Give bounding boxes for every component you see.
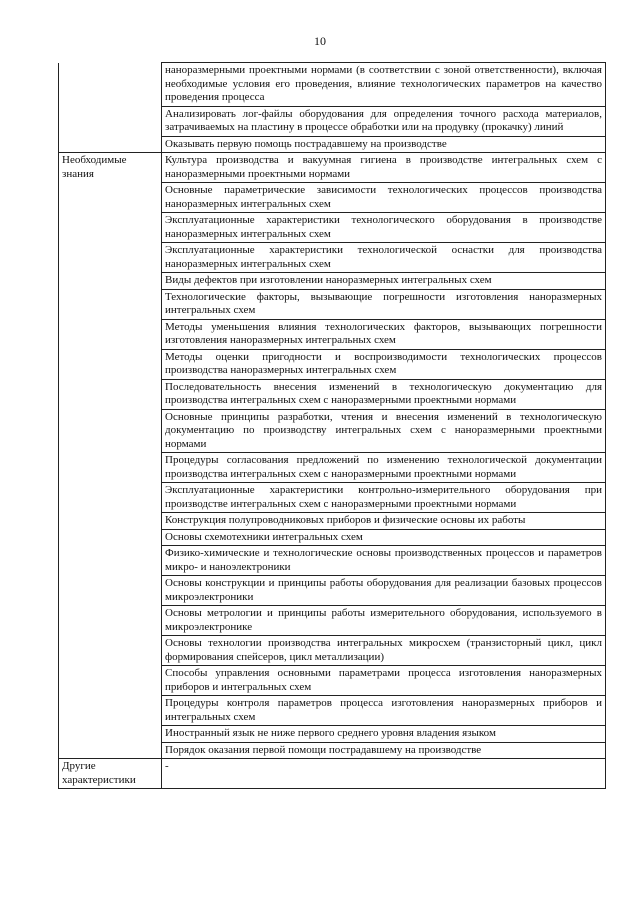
page-number: 10	[314, 34, 326, 48]
knowledge-label: Необходимые знания	[59, 153, 162, 759]
table-row	[59, 153, 606, 183]
knowledge-item: Иностранный язык не ниже первого среднего уровня владения языком	[162, 726, 606, 743]
knowledge-item: Процедуры контроля параметров процесса изготовления наноразмерных приборов и интегральных схем	[162, 696, 606, 726]
requirements-table	[58, 62, 606, 789]
other-characteristics-label: Другие характеристики	[59, 759, 162, 789]
knowledge-item: Эксплуатационные характеристики технологического оборудования в производстве наноразмерных интегральных схем	[162, 213, 606, 243]
knowledge-item: Методы оценки пригодности и воспроизводимости технологических процессов производства наноразмерных интегральных схем	[162, 349, 606, 379]
knowledge-item: Основы схемотехники интегральных схем	[162, 529, 606, 546]
skills_continued-item: наноразмерными проектными нормами (в соответствии с зоной ответственности), включая необходимые условия его проведения, влияние технологических параметров на качество проведения процесса	[162, 63, 606, 107]
knowledge-item: Конструкция полупроводниковых приборов и физические основы их работы	[162, 513, 606, 530]
knowledge-item: Основы технологии производства интегральных микросхем (транзисторный цикл, цикл формирования спейсеров, цикл металлизации)	[162, 636, 606, 666]
knowledge-item: Технологические факторы, вызывающие погрешности изготовления наноразмерных интегральных схем	[162, 289, 606, 319]
knowledge-item: Методы уменьшения влияния технологических факторов, вызывающих погрешности изготовления наноразмерных интегральных схем	[162, 319, 606, 349]
skills_continued-item: Анализировать лог-файлы оборудования для определения точного расхода материалов, затрачиваемых на пластину в процессе обработки или на продувку (прокачку) линий	[162, 106, 606, 136]
knowledge-item: Способы управления основными параметрами процесса изготовления наноразмерных приборов и интегральных схем	[162, 666, 606, 696]
knowledge-item: Процедуры согласования предложений по изменению технологической документации производства интегральных схем с наноразмерными проектными нормами	[162, 453, 606, 483]
table-row	[59, 759, 606, 789]
skills_continued-item: Оказывать первую помощь пострадавшему на производстве	[162, 136, 606, 153]
knowledge-item: Основные принципы разработки, чтения и внесения изменений в технологическую документацию по производству интегральных схем с наноразмерными проектными нормами	[162, 409, 606, 453]
knowledge-item: Основы конструкции и принципы работы оборудования для реализации базовых процессов микроэлектроники	[162, 576, 606, 606]
knowledge-item: Виды дефектов при изготовлении наноразмерных интегральных схем	[162, 273, 606, 290]
knowledge-item: Основы метрологии и принципы работы измерительного оборудования, используемого в микроэлектронике	[162, 606, 606, 636]
knowledge-item: Физико-химические и технологические основы производственных процессов и параметров микро- и наноэлектроники	[162, 546, 606, 576]
skills_continued-label	[59, 63, 162, 153]
other-characteristics-value: -	[162, 759, 606, 789]
knowledge-item: Порядок оказания первой помощи пострадавшему на производстве	[162, 742, 606, 759]
knowledge-item: Эксплуатационные характеристики контрольно-измерительного оборудования при производстве интегральных схем с наноразмерными проектными нормами	[162, 483, 606, 513]
knowledge-item: Культура производства и вакуумная гигиена в производстве интегральных схем с наноразмерными проектными нормами	[162, 153, 606, 183]
knowledge-item: Последовательность внесения изменений в технологическую документацию для производства интегральных схем с наноразмерными проектными нормами	[162, 379, 606, 409]
table-row	[59, 63, 606, 107]
knowledge-item: Основные параметрические зависимости технологических процессов производства наноразмерных интегральных схем	[162, 183, 606, 213]
knowledge-item: Эксплуатационные характеристики технологической оснастки для производства наноразмерных интегральных схем	[162, 243, 606, 273]
